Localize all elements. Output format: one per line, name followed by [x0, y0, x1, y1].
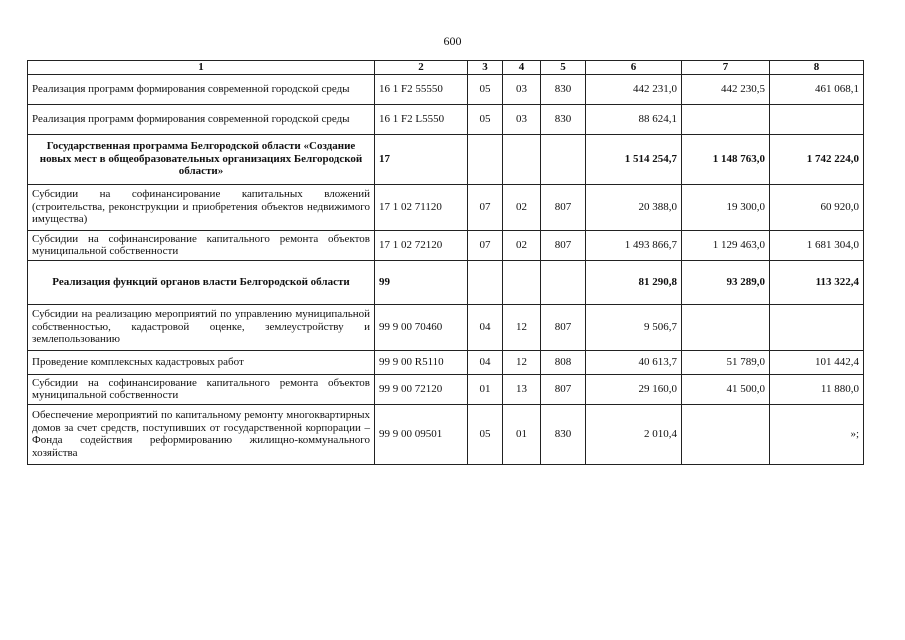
row-amount-col7: 41 500,0 — [682, 374, 770, 404]
row-amount-col8 — [770, 104, 864, 134]
row-target-code: 17 1 02 72120 — [375, 230, 468, 260]
row-subsection-code: 03 — [503, 104, 541, 134]
row-subsection-code: 13 — [503, 374, 541, 404]
table-row — [28, 134, 864, 184]
row-description: Проведение комплексных кадастровых работ — [28, 350, 375, 374]
row-section-code — [468, 134, 503, 184]
row-description: Субсидии на софинансирование капитального ремонта объектов муниципальной собственности — [28, 374, 375, 404]
row-target-code: 99 — [375, 260, 468, 304]
row-section-code: 05 — [468, 104, 503, 134]
row-amount-col8: 60 920,0 — [770, 184, 864, 230]
row-section-code: 04 — [468, 350, 503, 374]
row-subsection-code: 03 — [503, 74, 541, 104]
row-expense-type-code — [541, 134, 586, 184]
row-amount-col6: 9 506,7 — [586, 304, 682, 350]
row-description: Субсидии на софинансирование капитального ремонта объектов муниципальной собственности — [28, 230, 375, 260]
row-target-code: 99 9 00 R5110 — [375, 350, 468, 374]
column-header: 2 — [375, 61, 468, 75]
page-number: 600 — [443, 34, 462, 48]
column-header: 7 — [682, 61, 770, 75]
row-amount-col8: 11 880,0 — [770, 374, 864, 404]
row-amount-col7 — [682, 104, 770, 134]
budget-table — [27, 60, 864, 465]
column-header: 6 — [586, 61, 682, 75]
row-section-code: 04 — [468, 304, 503, 350]
row-section-code — [468, 260, 503, 304]
row-amount-col6: 2 010,4 — [586, 404, 682, 464]
row-amount-col8: 113 322,4 — [770, 260, 864, 304]
row-section-code: 07 — [468, 184, 503, 230]
row-section-code: 05 — [468, 404, 503, 464]
row-description: Обеспечение мероприятий по капитальному ремонту многоквартирных домов за счет средств, поступивших от государственной корпорации – Фонда содействия реформированию жилищно-коммунального хозяйства — [28, 404, 375, 464]
row-amount-col7 — [682, 304, 770, 350]
row-amount-col8: 1 681 304,0 — [770, 230, 864, 260]
row-amount-col8 — [770, 304, 864, 350]
row-subsection-code — [503, 134, 541, 184]
row-expense-type-code: 830 — [541, 104, 586, 134]
row-target-code: 17 1 02 71120 — [375, 184, 468, 230]
row-description: Реализация программ формирования современной городской среды — [28, 104, 375, 134]
row-subsection-code: 02 — [503, 230, 541, 260]
row-description: Субсидии на софинансирование капитальных вложений (строительства, реконструкции и приобретения объектов недвижимого имущества) — [28, 184, 375, 230]
column-header: 1 — [28, 61, 375, 75]
row-amount-col6: 20 388,0 — [586, 184, 682, 230]
row-amount-col7: 1 129 463,0 — [682, 230, 770, 260]
table-row — [28, 374, 864, 404]
row-section-code: 05 — [468, 74, 503, 104]
row-amount-col7: 1 148 763,0 — [682, 134, 770, 184]
table-row — [28, 104, 864, 134]
row-amount-col7: 51 789,0 — [682, 350, 770, 374]
table-body — [28, 74, 864, 464]
table-row — [28, 404, 864, 464]
row-amount-col8: »; — [770, 404, 864, 464]
row-description: Реализация функций органов власти Белгородской области — [28, 260, 375, 304]
row-description: Субсидии на реализацию мероприятий по управлению муниципальной собственностью, кадастровой оценке, землеустройству и землепользованию — [28, 304, 375, 350]
column-header: 4 — [503, 61, 541, 75]
table-row — [28, 74, 864, 104]
row-target-code: 16 1 F2 L5550 — [375, 104, 468, 134]
table-row — [28, 260, 864, 304]
row-section-code: 01 — [468, 374, 503, 404]
row-amount-col6: 81 290,8 — [586, 260, 682, 304]
row-amount-col7: 19 300,0 — [682, 184, 770, 230]
row-amount-col6: 1 514 254,7 — [586, 134, 682, 184]
row-expense-type-code: 830 — [541, 74, 586, 104]
row-description: Государственная программа Белгородской области «Создание новых мест в общеобразовательных организациях Белгородской области» — [28, 134, 375, 184]
row-subsection-code — [503, 260, 541, 304]
column-header: 5 — [541, 61, 586, 75]
column-header: 3 — [468, 61, 503, 75]
row-expense-type-code: 808 — [541, 350, 586, 374]
row-subsection-code: 12 — [503, 350, 541, 374]
row-amount-col7: 442 230,5 — [682, 74, 770, 104]
row-expense-type-code: 807 — [541, 304, 586, 350]
row-amount-col6: 29 160,0 — [586, 374, 682, 404]
row-subsection-code: 01 — [503, 404, 541, 464]
row-subsection-code: 02 — [503, 184, 541, 230]
row-amount-col6: 442 231,0 — [586, 74, 682, 104]
row-amount-col6: 88 624,1 — [586, 104, 682, 134]
table-row — [28, 230, 864, 260]
column-header: 8 — [770, 61, 864, 75]
row-expense-type-code: 807 — [541, 230, 586, 260]
table-row — [28, 304, 864, 350]
row-amount-col7 — [682, 404, 770, 464]
row-target-code: 99 9 00 09501 — [375, 404, 468, 464]
row-amount-col8: 101 442,4 — [770, 350, 864, 374]
row-amount-col8: 461 068,1 — [770, 74, 864, 104]
table-header-row — [28, 61, 864, 75]
row-target-code: 16 1 F2 55550 — [375, 74, 468, 104]
row-amount-col6: 40 613,7 — [586, 350, 682, 374]
row-target-code: 17 — [375, 134, 468, 184]
table-row — [28, 184, 864, 230]
row-subsection-code: 12 — [503, 304, 541, 350]
row-amount-col6: 1 493 866,7 — [586, 230, 682, 260]
row-section-code: 07 — [468, 230, 503, 260]
row-expense-type-code — [541, 260, 586, 304]
row-expense-type-code: 830 — [541, 404, 586, 464]
table-row — [28, 350, 864, 374]
row-amount-col7: 93 289,0 — [682, 260, 770, 304]
row-expense-type-code: 807 — [541, 374, 586, 404]
row-description: Реализация программ формирования современной городской среды — [28, 74, 375, 104]
row-amount-col8: 1 742 224,0 — [770, 134, 864, 184]
row-target-code: 99 9 00 72120 — [375, 374, 468, 404]
row-expense-type-code: 807 — [541, 184, 586, 230]
row-target-code: 99 9 00 70460 — [375, 304, 468, 350]
